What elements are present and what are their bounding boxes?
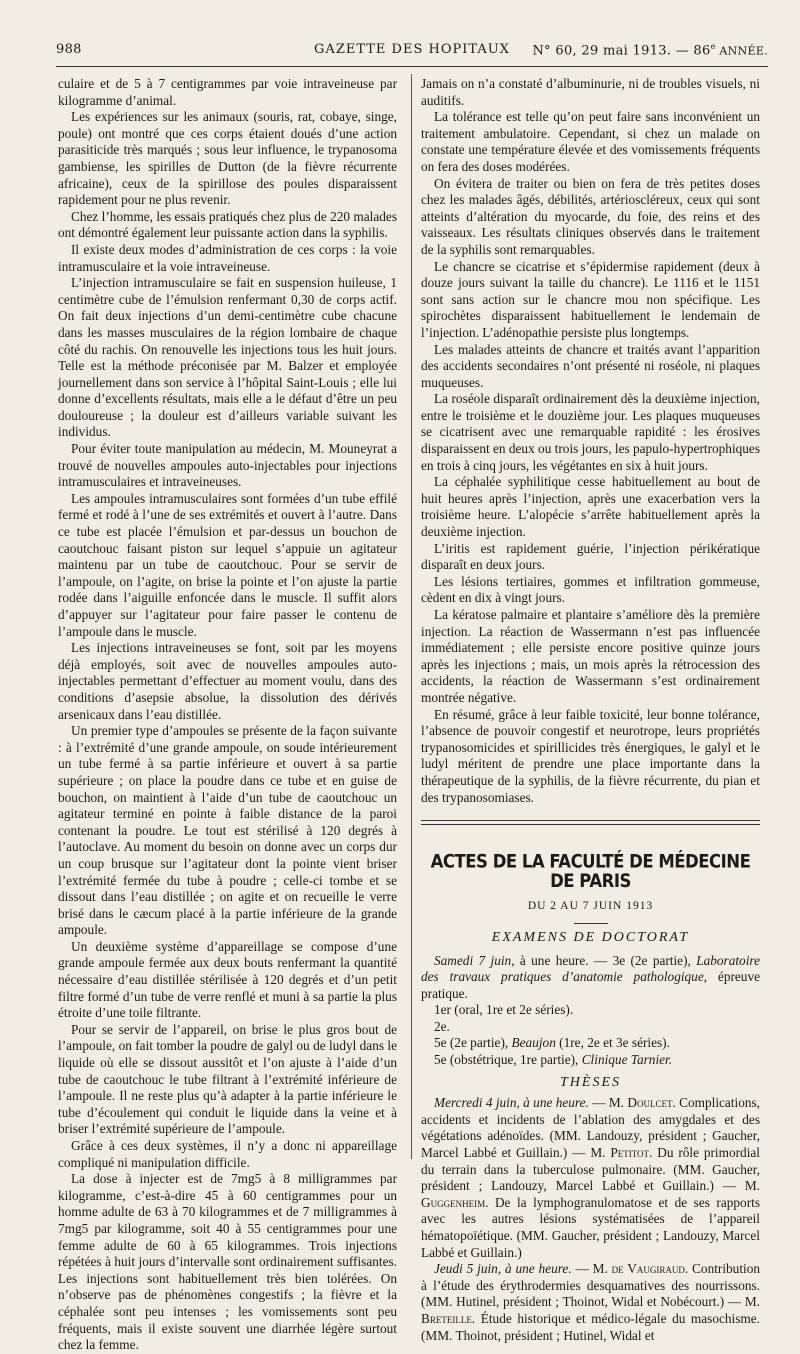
paragraph: En résumé, grâce à leur faible toxicité, leur bonne tolérance, l’absence de pouvoir congestif et neurotrope, leurs propriétés trypanosomicides et spirillicides très énergiques, le galyl et le ludyl méritent de prendre une place importante dans la thérapeutique de la syphilis, de la fièvre récurrente, du pian et des trypanosomiases.: [421, 706, 760, 805]
exam-entry-samedi: [421, 953, 760, 1003]
issue-number-date: N° 60, 29 mai 1913. — 86: [532, 43, 711, 59]
paragraph: Chez l’homme, les essais pratiqués chez plus de 220 malades ont démontré également leur puissante action dans la syphilis.: [58, 208, 397, 241]
paragraph: Un deuxième système d’appareillage se compose d’une grande ampoule fermée aux deux bouts renfermant la quantité nécessaire d’eau distillée stérilisée à 120 degrés et d’un petit filtre formé d’un tube de verre renflé et muni à sa partie la plus étroite d’une toile filtrante.: [58, 938, 397, 1021]
exam-text: 5e (2e partie),: [434, 1035, 512, 1051]
year-suffix: e: [710, 42, 716, 51]
right-column: [421, 76, 760, 1344]
author-name: Guggenheim: [421, 1194, 486, 1210]
paragraph: Les expériences sur les animaux (souris, rat, cobaye, singe, poule) ont montré que ces corps étaient doués d’une action parasiticide très marqués ; sous leur influence, le trypanosoma gambiense, les spirilles de Dutton (de la fièvre récurrente africaine), ceux de la spirillose des poules disparaissent rapidement pour ne plus revenir.: [58, 109, 397, 208]
paragraph: Les ampoules intramusculaires sont formées d’un tube effilé fermé et rodé à l’une de ses extrémités et ouvert à l’autre. Dans ce tube est placée l’émulsion et par-dessus un bouchon de caoutchouc faisant piston sur lequel s’appuie un agitateur maintenu par un tube de caoutchouc. Pour se servir de l’ampoule, on l’agite, on brise la pointe et l’on ajuste la partie rodée dans l’aiguille enfoncée dans le muscle. Il suffit alors d’appuyer sur l’agitateur pour faire passer le contenu de l’ampoule dans le muscle.: [58, 490, 397, 639]
paragraph: Jamais on n’a constaté d’albuminurie, ni de troubles visuels, ni auditifs.: [421, 76, 760, 108]
paragraph: Il existe deux modes d’administration de ces corps : la voie intramusculaire et la voie intraveineuse.: [58, 241, 397, 274]
thesis-text: . Du rôle primordial du terrain dans la tuberculose pulmonaire. (MM. Gaucher, président ; Landouzy, Marcel Labbé et Guillain.) — M.: [421, 1145, 760, 1194]
thesis-text: — M.: [588, 1095, 628, 1111]
exam-text: à une heure. — 3e (2e partie),: [514, 952, 697, 968]
paragraph: Pour éviter toute manipulation au médecin, M. Mouneyrat a trouvé de nouvelles ampoules auto-injectables pour injections intramusculaires et intraveineuses.: [58, 441, 397, 490]
exam-line: [421, 1035, 760, 1052]
page-header: [56, 42, 768, 62]
header-rule: [56, 66, 768, 67]
theses-title: THÈSES: [560, 1074, 621, 1090]
paragraph: On évitera de traiter ou bien on fera de très petites doses chez les malades âgés, débilités, artérioscléreux, ceux qui sont atteints d’altération du myocarde, du foie, des reins et des vaisseaux. Les résultats cliniques observés dans le traitement de la syphilis sont remarquables.: [421, 175, 760, 257]
lab-name: Laboratoire des travaux pratiques d’anatomie pathologique,: [421, 952, 760, 985]
paragraph: Le chancre se cicatrise et s’épidermise rapidement (deux à douze jours suivant la taille du chancre). Le 1116 et le 1151 sont sans action sur le chancre mou non spécifique. Les spirochètes disparaissent habituellement le lendemain de l’injection. L’adénopathie persiste plus longtemps.: [421, 258, 760, 340]
paragraph: Les malades atteints de chancre et traités avant l’apparition des accidents secondaires n’ont présenté ni roséole, ni plaques muqueuses.: [421, 341, 760, 390]
day-label: Mercredi 4 juin, à une heure.: [434, 1095, 589, 1111]
page-number: 988: [56, 42, 82, 57]
left-column: [58, 76, 397, 1354]
annee-label: ANNÉE.: [715, 44, 768, 58]
section-dates: DU 2 AU 7 JUIN 1913: [527, 900, 654, 913]
journal-title: GAZETTE DES HOPITAUX: [314, 42, 510, 57]
thesis-text: . De la lymphogranulomatose et de ses rapports avec les autres lésions systématisées de l’appareil hématopoïétique. (MM. Gaucher, président ; Landouzy, Marcel Labbé et Guillain.): [421, 1194, 760, 1260]
paragraph: Les injections intraveineuses se font, soit par les moyens déjà employés, soit avec de nouvelles ampoules auto-injectables permettant d’effectuer au moment voulu, dans des conditions d’asepsie absolue, la dissolution des dérivés arsenicaux dans l’eau distillée.: [58, 640, 397, 722]
section-double-rule: [421, 820, 760, 825]
author-name: Petitot: [610, 1145, 650, 1161]
place-name: Beaujon: [511, 1035, 556, 1051]
theses-entry-jeudi: [421, 1261, 760, 1344]
paragraph: L’injection intramusculaire se fait en suspension huileuse, 1 centimètre cube de l’émulsion renfermant 0,30 de corps actif. On fait deux injections d’un demi-centimètre cube chacune dans les masses musculaires de la région lombaire de chaque côté du rachis. On renouvelle les injections tous les huit jours. Telle est la méthode préconisée par M. Balzer et employée journellement dans son service à l’hôpital Saint-Louis ; elle lui donne d’excellents résultats, mais elle a le défaut d’être un peu douloureuse ; la douleur est d’ailleurs variable suivant les individus.: [58, 275, 397, 440]
thesis-text: — M.: [571, 1261, 612, 1277]
day-label: Jeudi 5 juin, à une heure.: [434, 1261, 572, 1277]
column-divider: [411, 74, 412, 1159]
section-title: ACTES DE LA FACULTÉ DE MÉDECINE DE PARIS: [430, 850, 751, 892]
exam-line: 2e.: [434, 1018, 450, 1034]
paragraph: culaire et de 5 à 7 centigrammes par voie intraveineuse par kilogramme d’animal.: [58, 76, 397, 108]
paragraph: L’iritis est rapidement guérie, l’injection périkératique disparaît en deux jours.: [421, 540, 760, 573]
paragraph: Un premier type d’ampoules se présente de la façon suivante : à l’extrémité d’une grande ampoule, on soude intérieurement un tube fermé à sa partie inférieure et ouvert à sa partie supérieure ; on place la poudre dans ce tube et en guise de bouchon, on maintient à l’aide d’un tube de caoutchouc un agitateur terminé en pointe à faible distance de la paroi contenant la poudre. Le tout est stérilisé à 120 degrés à l’autoclave. Au moment du besoin on donne avec un corps dur un coup brusque sur l’agitateur dont la pointe vient briser l’extrémité fermée du tube à poudre ; celle-ci tombe et se dissout dans l’eau distillée ; on agite et on recueille le verre brisé dans le cæcum placé à la partie inférieure de la grande ampoule.: [58, 723, 397, 938]
exam-text: épreuve pratique.: [421, 969, 760, 1001]
issue-info: [533, 42, 769, 58]
place-name: Clinique Tarnier.: [581, 1052, 673, 1068]
short-rule: [574, 923, 608, 924]
paragraph: Les lésions tertiaires, gommes et infiltration gommeuse, cèdent en dix à vingt jours.: [421, 573, 760, 606]
theses-entry-mercredi: [421, 1095, 760, 1261]
exam-text: 5e (obstétrique, 1re partie),: [434, 1052, 582, 1068]
thesis-text: . Complications, accidents et incidents de l’ablation des amygdales et des végétations adénoïdes. (MM. Landouzy, président ; Gaucher, Marcel Labbé et Guillain.) — M.: [421, 1095, 761, 1161]
paragraph: La kératose palmaire et plantaire s’améliore dès la première injection. La réaction de Wassermann n’est pas influencée immédiatement ; elle persiste encore positive quinze jours après les injections ; mais, un mois après la rétrocession des accidents, la réaction de Wassermann s’est ordinairement montrée négative.: [421, 607, 760, 705]
paragraph: Grâce à ces deux systèmes, il n’y a donc ni appareillage compliqué ni manipulation difficile.: [58, 1138, 397, 1170]
exam-line: 1er (oral, 1re et 2e séries).: [434, 1002, 574, 1018]
paragraph: La tolérance est telle qu’on peut faire sans inconvénient un traitement ambulatoire. Cependant, si chez un malade on constate une température élevée et des vomissements fréquents on fera des doses modérées.: [421, 109, 760, 174]
examens-title: EXAMENS DE DOCTORAT: [491, 929, 690, 945]
author-name: Breteille: [421, 1310, 472, 1326]
thesis-text: . Étude historique et médico-légale du masochisme. (MM. Thoinot, président ; Hutinel, Widal et: [421, 1310, 760, 1343]
paragraph: La dose à injecter est de 7mg5 à 8 milligrammes par kilogramme, c’est-à-dire 45 à 60 centigrammes pour un homme adulte de 63 à 70 kilogrammes et de 7 milligrammes à 7mg5 par kilogramme, soit 40 à 55 centigrammes pour une femme adulte de 60 à 65 kilogrammes. Trois injections répétées à huit jours d’intervalle sont ordinairement suffisantes. Les injections sont habituellement très bien tolérées. On n’observe pas de phénomènes congestifs ; la fièvre et la céphalée sont peu intenses ; les vomissements sont peu fréquents, mais il existe souvent une diarrhée légère surtout chez la femme.: [58, 1171, 397, 1353]
exam-line: [421, 1052, 760, 1069]
thesis-text: . Contribution à l’étude des érythrodermies desquamatives des nourrissons. (MM. Hutinel, président ; Thoinot, Widal et Nobécourt.) — M.: [421, 1261, 761, 1310]
paragraph: La céphalée syphilitique cesse habituellement au bout de huit heures après l’injection, après une exacerbation vers la troisième heure. L’alopécie s’arrête habituellement après la deuxième injection.: [421, 474, 760, 540]
author-name: de Vaugiraud: [611, 1261, 685, 1277]
paragraph: La roséole disparaît ordinairement dès la deuxième injection, entre le troisième et le douzième jour. Les plaques muqueuses se cicatrisent avec une remarquable rapidité : les érosives disparaissent en deux ou trois jours, les papulo-hypertrophiques en trois à cinq jours, les végétantes en six à huit jours.: [421, 391, 761, 473]
author-name: Doulcet: [627, 1095, 673, 1111]
paragraph: Pour se servir de l’appareil, on brise le plus gros bout de l’ampoule, on fait tomber la poudre de galyl ou de ludyl dans le liquide où elle se dissout aussitôt et l’on ajuste à l’aide d’un tube de caoutchouc le tube filtrant à l’extrémité inférieure de l’ampoule. Il ne reste plus qu’à adapter à la partie inférieure le tube d’écoulement qui conduit le liquide dans la veine et à briser l’extrémité supérieure de l’ampoule.: [58, 1021, 397, 1137]
day-label: Samedi 7 juin,: [434, 952, 515, 968]
exam-text: (1re, 2e et 3e séries).: [555, 1035, 670, 1051]
